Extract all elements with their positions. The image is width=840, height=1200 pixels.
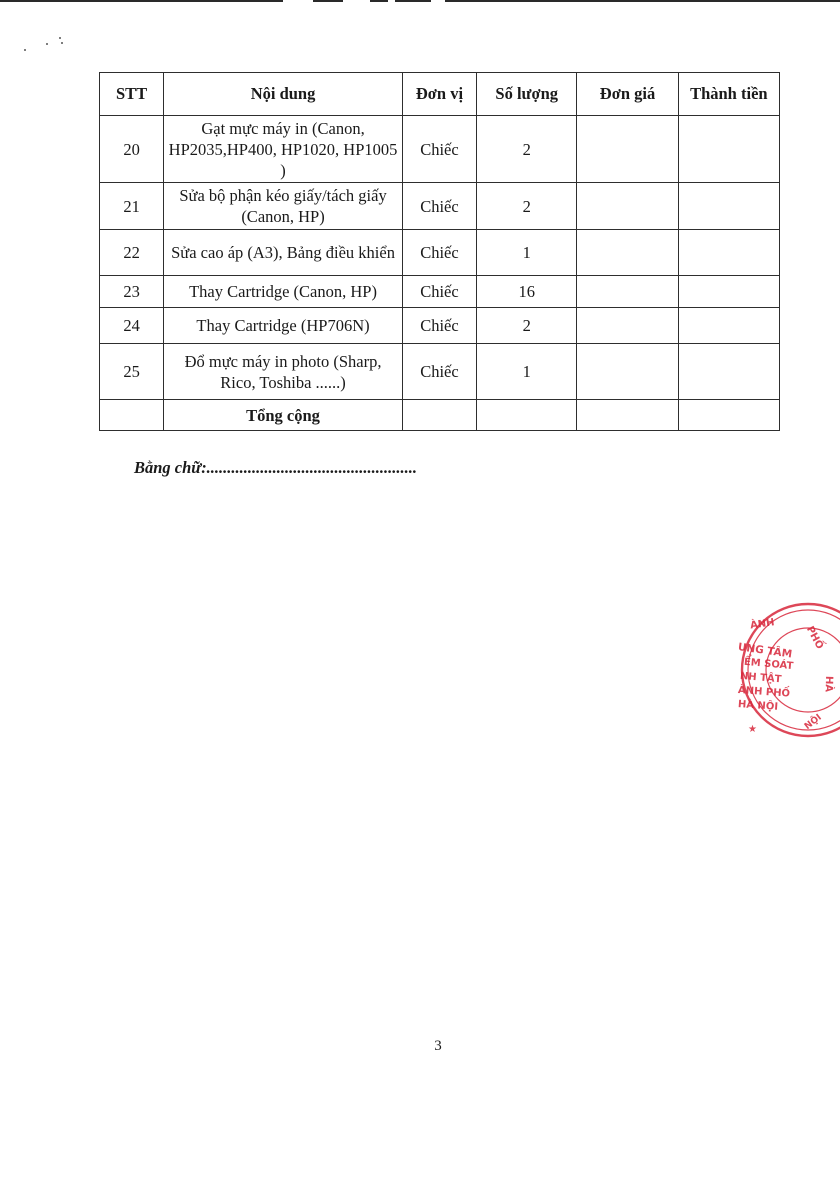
- cell-unit: Chiếc: [402, 183, 476, 230]
- cell-unit: Chiếc: [402, 276, 476, 308]
- cell-unit-price: [577, 400, 678, 431]
- cell-unit-price: [577, 116, 678, 183]
- top-rule: [395, 0, 431, 2]
- cell-stt: 22: [100, 230, 164, 276]
- cell-quantity: 1: [477, 344, 577, 400]
- svg-text:NỘI: NỘI: [803, 712, 824, 732]
- header-unit-price: Đơn giá: [577, 73, 678, 116]
- cell-amount: [678, 230, 779, 276]
- cell-content: Đổ mực máy in photo (Sharp, Rico, Toshiba ......): [164, 344, 403, 400]
- cell-amount: [678, 116, 779, 183]
- cell-quantity: 2: [477, 308, 577, 344]
- cell-amount: [678, 276, 779, 308]
- table-total-row: [100, 400, 780, 431]
- scan-speck: [46, 43, 48, 45]
- cell-content: Sửa bộ phận kéo giấy/tách giấy (Canon, HP): [164, 183, 403, 230]
- table-row: [100, 116, 780, 183]
- cell-unit-price: [577, 308, 678, 344]
- header-amount: Thành tiền: [678, 73, 779, 116]
- cell-amount: [678, 344, 779, 400]
- cell-content: Gạt mực máy in (Canon, HP2035,HP400, HP1020, HP1005 ): [164, 116, 403, 183]
- red-seal-stamp: [732, 598, 840, 742]
- cell-stt: 23: [100, 276, 164, 308]
- items-table: [99, 72, 780, 431]
- top-rule: [313, 0, 343, 2]
- header-stt: STT: [100, 73, 164, 116]
- svg-text:NH TẬT: NH TẬT: [739, 670, 782, 686]
- top-rule: [370, 0, 388, 2]
- cell-quantity: 16: [477, 276, 577, 308]
- cell-stt: [100, 400, 164, 431]
- scan-speck: [59, 37, 61, 39]
- table-row: [100, 308, 780, 344]
- cell-unit: Chiếc: [402, 116, 476, 183]
- cell-unit-price: [577, 183, 678, 230]
- svg-text:ỂM SOÁT: ỂM SOÁT: [743, 656, 794, 673]
- cell-content: Thay Cartridge (Canon, HP): [164, 276, 403, 308]
- cell-amount: [678, 308, 779, 344]
- cell-amount: [678, 183, 779, 230]
- cell-quantity: [477, 400, 577, 431]
- cell-quantity: 1: [477, 230, 577, 276]
- cell-stt: 20: [100, 116, 164, 183]
- table-row: [100, 230, 780, 276]
- cell-quantity: 2: [477, 116, 577, 183]
- cell-unit: Chiếc: [402, 344, 476, 400]
- svg-text:ÀNH PHỐ: ÀNH PHỐ: [737, 685, 791, 700]
- header-content: Nội dung: [164, 73, 403, 116]
- cell-unit: Chiếc: [402, 308, 476, 344]
- total-label: Tổng cộng: [164, 400, 403, 431]
- cell-content: Thay Cartridge (HP706N): [164, 308, 403, 344]
- header-unit: Đơn vị: [402, 73, 476, 116]
- cell-unit: Chiếc: [402, 230, 476, 276]
- svg-text:★: ★: [748, 724, 757, 735]
- top-rule: [445, 0, 840, 2]
- cell-stt: 25: [100, 344, 164, 400]
- table-row: [100, 276, 780, 308]
- svg-text:PHỐ: PHỐ: [803, 624, 826, 652]
- scan-speck: [61, 42, 63, 44]
- svg-text:ÀNH: ÀNH: [749, 617, 776, 632]
- table-header-row: [100, 73, 780, 116]
- cell-unit: [402, 400, 476, 431]
- cell-stt: 21: [100, 183, 164, 230]
- page-number: 3: [434, 1038, 442, 1054]
- svg-text:HÀ NỘI: HÀ NỘI: [737, 699, 779, 713]
- total-amount: [678, 400, 779, 431]
- cell-quantity: 2: [477, 183, 577, 230]
- top-rule: [0, 0, 283, 2]
- cell-content: Sửa cao áp (A3), Bảng điều khiển: [164, 230, 403, 276]
- cell-stt: 24: [100, 308, 164, 344]
- header-quantity: Số lượng: [477, 73, 577, 116]
- cell-unit-price: [577, 230, 678, 276]
- svg-text:HÀ: HÀ: [822, 675, 835, 693]
- table-row: [100, 183, 780, 230]
- cell-unit-price: [577, 276, 678, 308]
- table-row: [100, 344, 780, 400]
- amount-in-words: Bằng chữ:...................................................: [134, 458, 418, 477]
- svg-text:UNG TÂM: UNG TÂM: [737, 641, 793, 661]
- scan-speck: [24, 49, 26, 51]
- cell-unit-price: [577, 344, 678, 400]
